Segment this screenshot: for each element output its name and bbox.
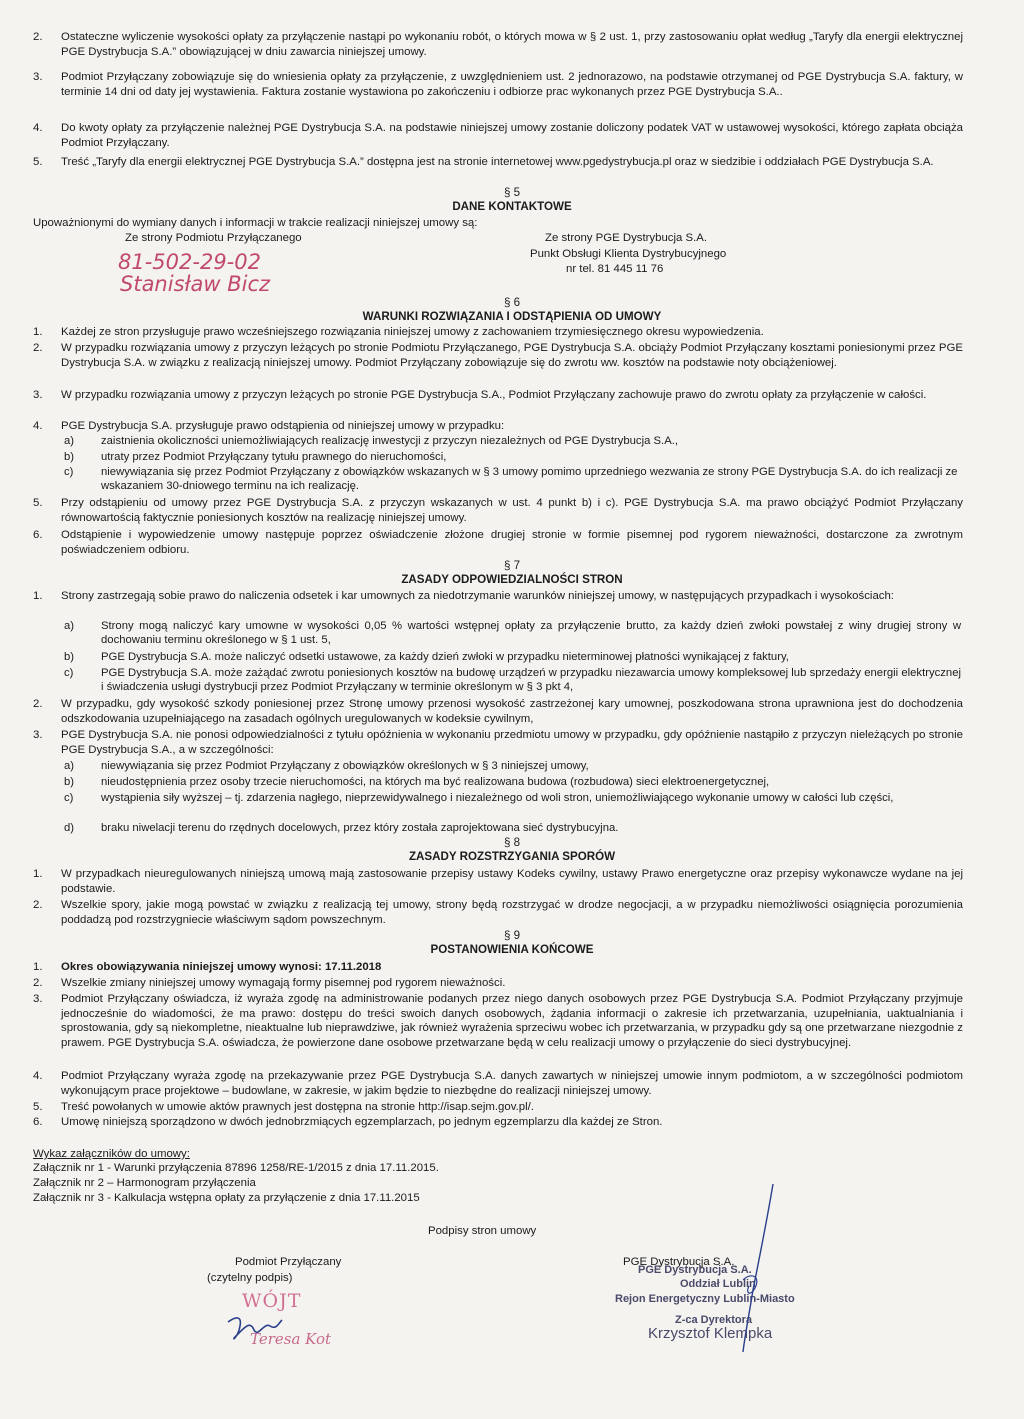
sec6-sub-b-letter: b)	[64, 451, 75, 463]
sec7-sub3-b-letter: b)	[64, 776, 75, 788]
sec7-sub3-d: braku niwelacji terenu do rzędnych docelowych, przez który została zaprojektowana sieć dystrybucyjna.	[101, 822, 619, 834]
sec5-handwritten-name: Stanisław Bicz	[120, 272, 271, 296]
sec5-right-head: Ze strony PGE Dystrybucja S.A.	[545, 232, 708, 244]
sec8-item-1: 1. W przypadkach nieuregulowanych niniejszą umową mają zastosowanie przepisy ustawy Kodeks cywilny, ustawy Prawo energetyczne oraz przepisy wykonawcze wydane na jej podstawie.	[33, 868, 963, 895]
stamp-line-1: PGE Dystrybucja S.A.	[638, 1264, 752, 1276]
sec7-sub3-d-letter: d)	[64, 822, 75, 834]
sec7-sub1-b: PGE Dystrybucja S.A. może naliczyć odsetki ustawowe, za każdy dzień zwłoki w przypadku nieterminowej płatności wynikającej z faktury,	[101, 651, 789, 663]
sec6-item-2: 2. W przypadku rozwiązania umowy z przyczyn leżących po stronie Podmiotu Przyłączanego, PGE Dystrybucja S.A. obciąży Podmiot Przyłączany kosztami poniesionymi przez PGE Dystrybucja S.A. w związku z realizacją niniejszej umowy. Podmiot Przyłączany zobowiązuje się do zwrotu ww. kosztów na podstawie noty obciążeniowej.	[33, 342, 963, 369]
signature-left-name: Teresa Kot	[250, 1330, 332, 1348]
sec4-item-5: 5. Treść „Taryfy dla energii elektrycznej PGE Dystrybucja S.A.” dostępna jest na stronie internetowej www.pgedystrybucja.pl oraz w siedzibie i oddziałach PGE Dystrybucja S.A.	[33, 156, 934, 168]
sec4-item-2: 2. Ostateczne wyliczenie wysokości opłaty za przyłączenie nastąpi po wykonaniu robót, o których mowa w § 2 ust. 1, przy zastosowaniu opłat według „Taryfy dla energii elektrycznej PGE Dystrybucja S.A.” obowiązującej w dniu zawarcia niniejszej umowy.	[33, 31, 963, 58]
sec6-sub-c: niewywiązania się przez Podmiot Przyłączany z obowiązków wskazanych w § 3 umowy pomimo uprzedniego wezwania ze strony PGE Dystrybucja S.A. do ich realizacji ze wskazaniem 30-dniowego terminu na ich realizację.	[101, 466, 958, 493]
sec8-title: ZASADY ROZSTRZYGANIA SPORÓW	[408, 850, 616, 863]
sec6-item-5: 5. Przy odstąpieniu od umowy przez PGE Dystrybucja S.A. z przyczyn wskazanych w ust. 4 punkt b) i c). PGE Dystrybucja S.A. ma prawo obciążyć Podmiot Przyłączany równowartością faktycznie poniesionych kosztów na realizację niniejszej umowy.	[33, 497, 963, 524]
sec7-sub3-b: nieudostępnienia przez osoby trzecie nieruchomości, na których ma być realizowana budowa (rozbudowa) sieci elektroenergetycznej,	[101, 776, 770, 788]
sec5-right-line1: Punkt Obsługi Klienta Dystrybucyjnego	[530, 248, 727, 260]
sec6-item-1: 1. Każdej ze stron przysługuje prawo wcześniejszego rozwiązania niniejszej umowy z zachowaniem trzymiesięcznego okresu wypowiedzenia.	[33, 326, 764, 338]
sec9-item-2: 2. Wszelkie zmiany niniejszej umowy wymagają formy pisemnej pod rygorem nieważności.	[33, 977, 506, 989]
attachments-title: Wykaz załączników do umowy:	[33, 1148, 190, 1160]
sec5-left-head: Ze strony Podmiotu Przyłączanego	[125, 232, 302, 244]
sec5-title: DANE KONTAKTOWE	[452, 200, 572, 213]
sec7-item-2: 2. W przypadku, gdy wysokość szkody poniesionej przez Stronę umowy przenosi wysokość zastrzeżonej kary umownej, poszkodowana strona uprawniona jest do dochodzenia odszkodowania uzupełniającego na zasadach ogólnych uregulowanych w kodeksie cywilnym,	[33, 698, 963, 725]
sec7-title: ZASADY ODPOWIEDZIALNOŚCI STRON	[401, 573, 623, 586]
signature-right-scribble-icon	[715, 1180, 785, 1355]
sec7-item-3: 3. PGE Dystrybucja S.A. nie ponosi odpowiedzialności z tytułu opóźnienia w wykonaniu przedmiotu umowy w przypadku, gdy opóźnienie nastąpiło z przyczyn nieleżących po stronie PGE Dystrybucja S.A., a w szczególności:	[33, 729, 963, 756]
sec5-handwritten-phone: 81-502-29-02	[118, 250, 261, 274]
signature-left-label: Podmiot Przyłączany	[235, 1256, 342, 1268]
sec6-item-6: 6. Odstąpienie i wypowiedzenie umowy następuje poprzez oświadczenie złożone drugiej stronie w formie pisemnej pod rygorem nieważności, dostarczone za zwrotnym poświadczeniem odbioru.	[33, 529, 963, 556]
sec9-title: POSTANOWIENIA KOŃCOWE	[430, 943, 594, 956]
sec8-item-2: 2. Wszelkie spory, jakie mogą powstać w związku z realizacją tej umowy, strony będą rozstrzygać w drodze negocjacji, a w przypadku niemożliwości osiągnięcia porozumienia poddadzą pod rozstrzygniecie właściwym sądom powszechnym.	[33, 899, 963, 926]
sec9-item-6: 6. Umowę niniejszą sporządzono w dwóch jednobrzmiących egzemplarzach, po jednym egzemplarzu dla każdej ze Stron.	[33, 1116, 663, 1128]
sec7-sub1-a-letter: a)	[64, 620, 75, 632]
signature-left-sub: (czytelny podpis)	[207, 1272, 293, 1284]
sec7-sub3-c-letter: c)	[64, 792, 74, 804]
sec7-sub1-a: Strony mogą naliczyć kary umowne w wysokości 0,05 % wartości wstępnej opłaty za przyłączenie brutto, za każdy dzień zwłoki powstałej z winy drugiej strony w dochowaniu terminu określonego w § 1 ust. 5,	[101, 620, 961, 647]
sec6-item-4: 4. PGE Dystrybucja S.A. przysługuje prawo odstąpienia od niniejszej umowy w przypadku:	[33, 420, 505, 432]
sec6-sub-a-letter: a)	[64, 435, 75, 447]
sec5-right-phone: nr tel. 81 445 11 76	[566, 263, 664, 275]
sec9-item-5: 5. Treść powołanych w umowie aktów prawnych jest dostępna na stronie http://isap.sejm.gov.pl/.	[33, 1101, 534, 1113]
sec7-item-1: 1. Strony zastrzegają sobie prawo do naliczenia odsetek i kar umownych za niedotrzymanie warunków niniejszej umowy, w następujących przypadkach i wysokościach:	[33, 590, 894, 602]
sec7-sub1-b-letter: b)	[64, 651, 75, 663]
sec7-sub3-a: niewywiązania się przez Podmiot Przyłączany z obowiązków określonych w § 3 niniejszej umowy,	[101, 760, 589, 772]
signature-left-scribble-icon	[224, 1312, 284, 1348]
sec4-item-3: 3. Podmiot Przyłączany zobowiązuje się do wniesienia opłaty za przyłączenie, z uwzględnieniem ust. 2 jednorazowo, na podstawie otrzymanej od PGE Dystrybucja S.A. faktury, w terminie 14 dni od daty jej wystawienia. Faktura zostanie wystawiona po zakończeniu i odbiorze prac wykonanych przez PGE Dystrybucja S.A..	[33, 71, 963, 98]
attachment-1: Załącznik nr 1 - Warunki przyłączenia 87896 1258/RE-1/2015 z dnia 17.11.2015.	[33, 1162, 439, 1174]
sec6-sub-a: zaistnienia okoliczności uniemożliwiających realizację inwestycji z przyczyn niezależnych od PGE Dystrybucja S.A.,	[101, 435, 679, 447]
sec9-item-3: 3. Podmiot Przyłączany oświadcza, iż wyraża zgodę na administrowanie podanych przez niego danych osobowych przez PGE Dystrybucja S.A. Podmiot Przyłączany przyjmuje jednocześnie do wiadomości, że ma prawo: dostępu do treści swoich danych osobowych, żądania informacji o zakresie ich przetwarzania, uzupełniania, uaktualniania i sprostowania, gdy są niekompletne, nieaktualne lub nieprawdziwe, jak również wyrażenia sprzeciwu wobec ich przetwarzania, w przypadku gdy są one przetwarzane niezgodnie z prawem. PGE Dystrybucja S.A. oświadcza, że powierzone dane osobowe przetwarzane będą w celu realizacji umowy o przyłączenie do sieci dystrybucyjnej.	[33, 993, 963, 1049]
sec4-item-4: 4. Do kwoty opłaty za przyłączenie należnej PGE Dystrybucja S.A. na podstawie niniejszej umowy zostanie doliczony podatek VAT w ustawowej wysokości, którego zapłata obciąża Podmiot Przyłączany.	[33, 122, 963, 149]
sec9-item-1: 1. Okres obowiązywania niniejszej umowy wynosi: 17.11.2018	[33, 961, 382, 973]
sec6-title: WARUNKI ROZWIĄZANIA I ODSTĄPIENIA OD UMOWY	[362, 310, 662, 323]
sec7-sub1-c: PGE Dystrybucja S.A. może zażądać zwrotu poniesionych kosztów na budowę urządzeń w przypadku niezawarcia umowy kompleksowej lub sprzedaży energii elektrycznej i świadczenia usługi dystrybucji przez Podmiot Przyłączany w terminie określonym w § 3 pkt 4,	[101, 667, 961, 694]
sec9-item-4: 4. Podmiot Przyłączany wyraża zgodę na przekazywanie przez PGE Dystrybucja S.A. danych zawartych w niniejszej umowie innym podmiotom, a w szczególności podmiotom wykonującym prace projektowe – budowlane, w zakresie, w jakim będzie to niezbędne do realizacji niniejszej umowy.	[33, 1070, 963, 1097]
sec7-sub1-c-letter: c)	[64, 667, 74, 679]
attachment-3: Załącznik nr 3 - Kalkulacja wstępna opłaty za przyłączenie z dnia 17.11.2015	[33, 1192, 420, 1204]
stamp2-line-2: Krzysztof Klempka	[648, 1325, 773, 1342]
sec5-intro: Upoważnionymi do wymiany danych i informacji w trakcie realizacji niniejszej umowy są:	[33, 217, 478, 229]
stamp-line-2: Oddział Lublin	[680, 1278, 756, 1290]
sec5-para: § 5	[503, 186, 521, 199]
stamp-line-3: Rejon Energetyczny Lublin-Miasto	[615, 1293, 795, 1305]
sec6-item-3: 3. W przypadku rozwiązania umowy z przyczyn leżących po stronie PGE Dystrybucja S.A., Podmiot Przyłączany zachowuje prawo do zwrotu opłaty za przyłączenie w całości.	[33, 389, 927, 401]
sec6-sub-b: utraty przez Podmiot Przyłączany tytułu prawnego do nieruchomości,	[101, 451, 447, 463]
signature-left-stamp: WÓJT	[242, 1290, 302, 1312]
sec6-para: § 6	[503, 296, 521, 309]
signatures-title: Podpisy stron umowy	[428, 1225, 537, 1237]
sec7-sub3-a-letter: a)	[64, 760, 75, 772]
sec9-para: § 9	[503, 929, 521, 942]
sec7-para: § 7	[503, 559, 521, 572]
sec8-para: § 8	[503, 836, 521, 849]
signature-right-label: PGE Dystrybucja S.A.	[623, 1256, 735, 1268]
sec6-sub-c-letter: c)	[64, 466, 74, 478]
sec7-sub3-c: wystąpienia siły wyższej – tj. zdarzenia nagłego, nieprzewidywalnego i niezależnego od woli stron, uniemożliwiającego wykonanie umowy w całości lub części,	[101, 792, 894, 804]
attachment-2: Załącznik nr 2 – Harmonogram przyłączenia	[33, 1177, 256, 1189]
stamp2-line-1: Z-ca Dyrektora	[675, 1314, 753, 1326]
